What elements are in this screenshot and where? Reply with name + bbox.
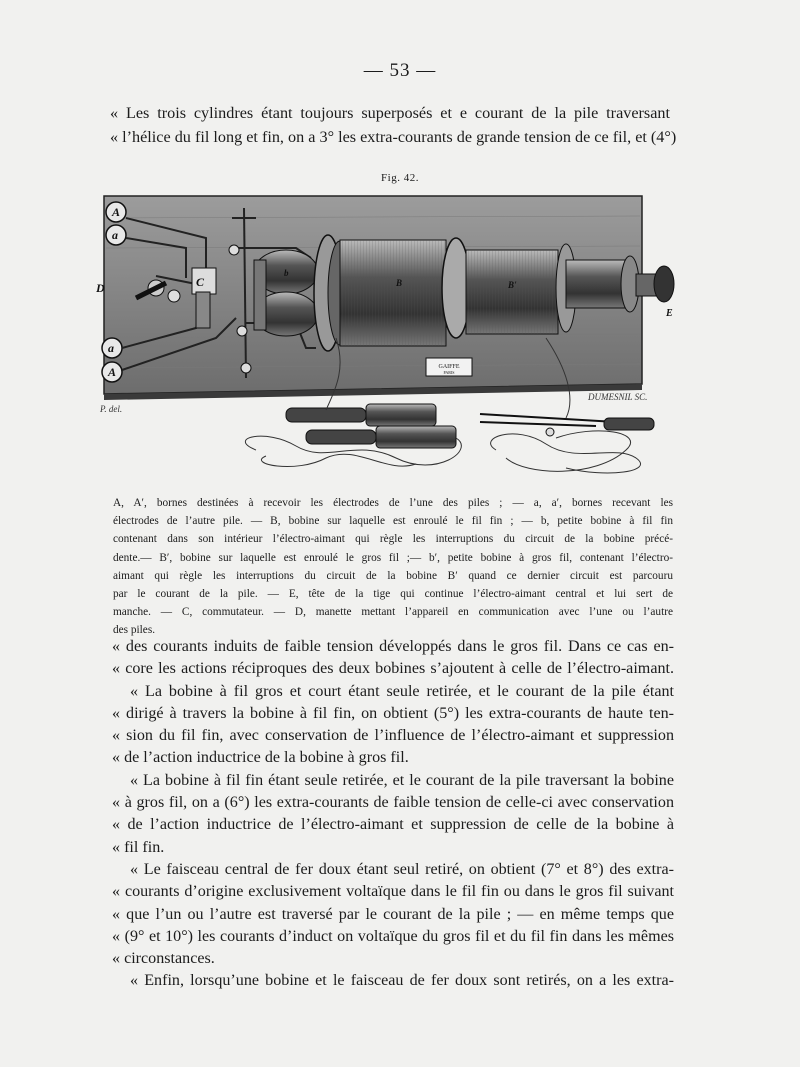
text-line: « circonstances.	[112, 950, 215, 968]
text-line: « Le faisceau central de fer doux étant seul retiré, on obtient (7° et 8°) des extra-	[130, 860, 674, 878]
text-line: « de l’action inductrice de l’électro-aimant et suppression de celle de la bobine à	[112, 816, 674, 834]
svg-text:D: D	[96, 281, 105, 295]
figure-caption	[113, 494, 673, 640]
text-line: « courants d’origine exclusivement voltaïque dans le fil fin ou dans le gros fil suivant	[112, 883, 674, 901]
caption-line: manche. — C, commutateur. — D, manette mettant l’appareil en communication avec l’une ou l’autre	[113, 606, 673, 619]
top-paragraph	[110, 101, 677, 149]
caption-line: aimant qui règle les interruptions du circuit de la bobine B′ quand ce dernier circuit est parcouru	[113, 569, 673, 582]
svg-text:a: a	[108, 341, 114, 355]
text-line: « (9° et 10°) les courants d’induct on voltaïque du gros fil et du fil fin dans les mêmes	[112, 927, 674, 945]
text-line: « à gros fil, on a (6°) les extra-courants de faible tension de celle-ci avec conservation	[112, 794, 674, 812]
svg-text:C: C	[196, 275, 205, 289]
page-number: — 53 —	[363, 60, 437, 81]
figure-label: Fig. 42.	[381, 172, 419, 184]
caption-line: des piles.	[113, 624, 156, 637]
maker-plate: GAIFFE	[438, 364, 460, 370]
svg-text:A: A	[108, 365, 117, 379]
svg-text:b: b	[284, 268, 289, 278]
caption-line: dente.— B′, bobine sur laquelle est enroulé le gros fil ;— b′, petite bobine à gros fil, contenant l’électro-	[113, 551, 673, 564]
text-line: « fil fin.	[112, 838, 165, 856]
svg-text:PARIS: PARIS	[443, 370, 455, 375]
caption-line: contenant dans son intérieur l’électro-aimant qui règle les interruptions du circuit de la bobine précé-	[113, 533, 673, 546]
text-line: « l’hélice du fil long et fin, on a 3° les extra-courants de grande tension de ce fil, et (4°)	[110, 128, 677, 146]
text-line: « La bobine à fil gros et court étant seule retirée, et le courant de la pile étant	[130, 682, 674, 700]
text-line: « La bobine à fil fin étant seule retirée, et le courant de la pile traversant la bobine	[130, 771, 674, 789]
caption-line: par le courant de la pile. — E, tête de la tige qui continue l’électro-aimant central et lui sert de	[113, 588, 673, 601]
text-line: « core les actions réciproques des deux bobines s’ajoutent à celle de l’électro-aimant.	[112, 660, 674, 678]
svg-text:A: A	[112, 205, 121, 219]
figure-illustration	[96, 188, 696, 478]
text-line: « sion du fil fin, avec conservation de l’influence de l’électro-aimant et suppression	[112, 727, 674, 745]
caption-line: A, A′, bornes destinées à recevoir les électrodes de l’une des piles ; — a, a′, bornes recevant les	[113, 497, 673, 509]
induction-coil-engraving	[96, 188, 696, 478]
text-line: « de l’action inductrice de la bobine à gros fil.	[112, 749, 409, 767]
svg-text:B: B	[396, 278, 403, 288]
caption-line: électrodes de l’autre pile. — B, bobine sur laquelle est enroulé le fil fin ; — b, petite bobine à fil fin	[113, 515, 673, 528]
text-line: « que l’un ou l’autre est traversé par le courant de la pile ; — en même temps que	[112, 905, 674, 923]
svg-text:a: a	[112, 228, 118, 242]
artist-signature: P. del.	[100, 404, 123, 414]
text-line: « Enfin, lorsqu’une bobine et le faisceau de fer doux sont retirés, on a les extra-	[130, 972, 674, 990]
svg-text:B': B'	[508, 280, 517, 290]
body-text	[112, 636, 674, 993]
text-line: « dirigé à travers la bobine à fil fin, on obtient (5°) les extra-courants de haute ten-	[112, 704, 674, 722]
svg-text:E: E	[666, 308, 673, 319]
engraver-signature: DUMESNIL SC.	[588, 392, 648, 402]
text-line: « Les trois cylindres étant toujours superposés et e courant de la pile traversant	[110, 104, 670, 122]
text-line: « des courants induits de faible tension développés dans le gros fil. Dans ce cas en-	[112, 638, 674, 655]
